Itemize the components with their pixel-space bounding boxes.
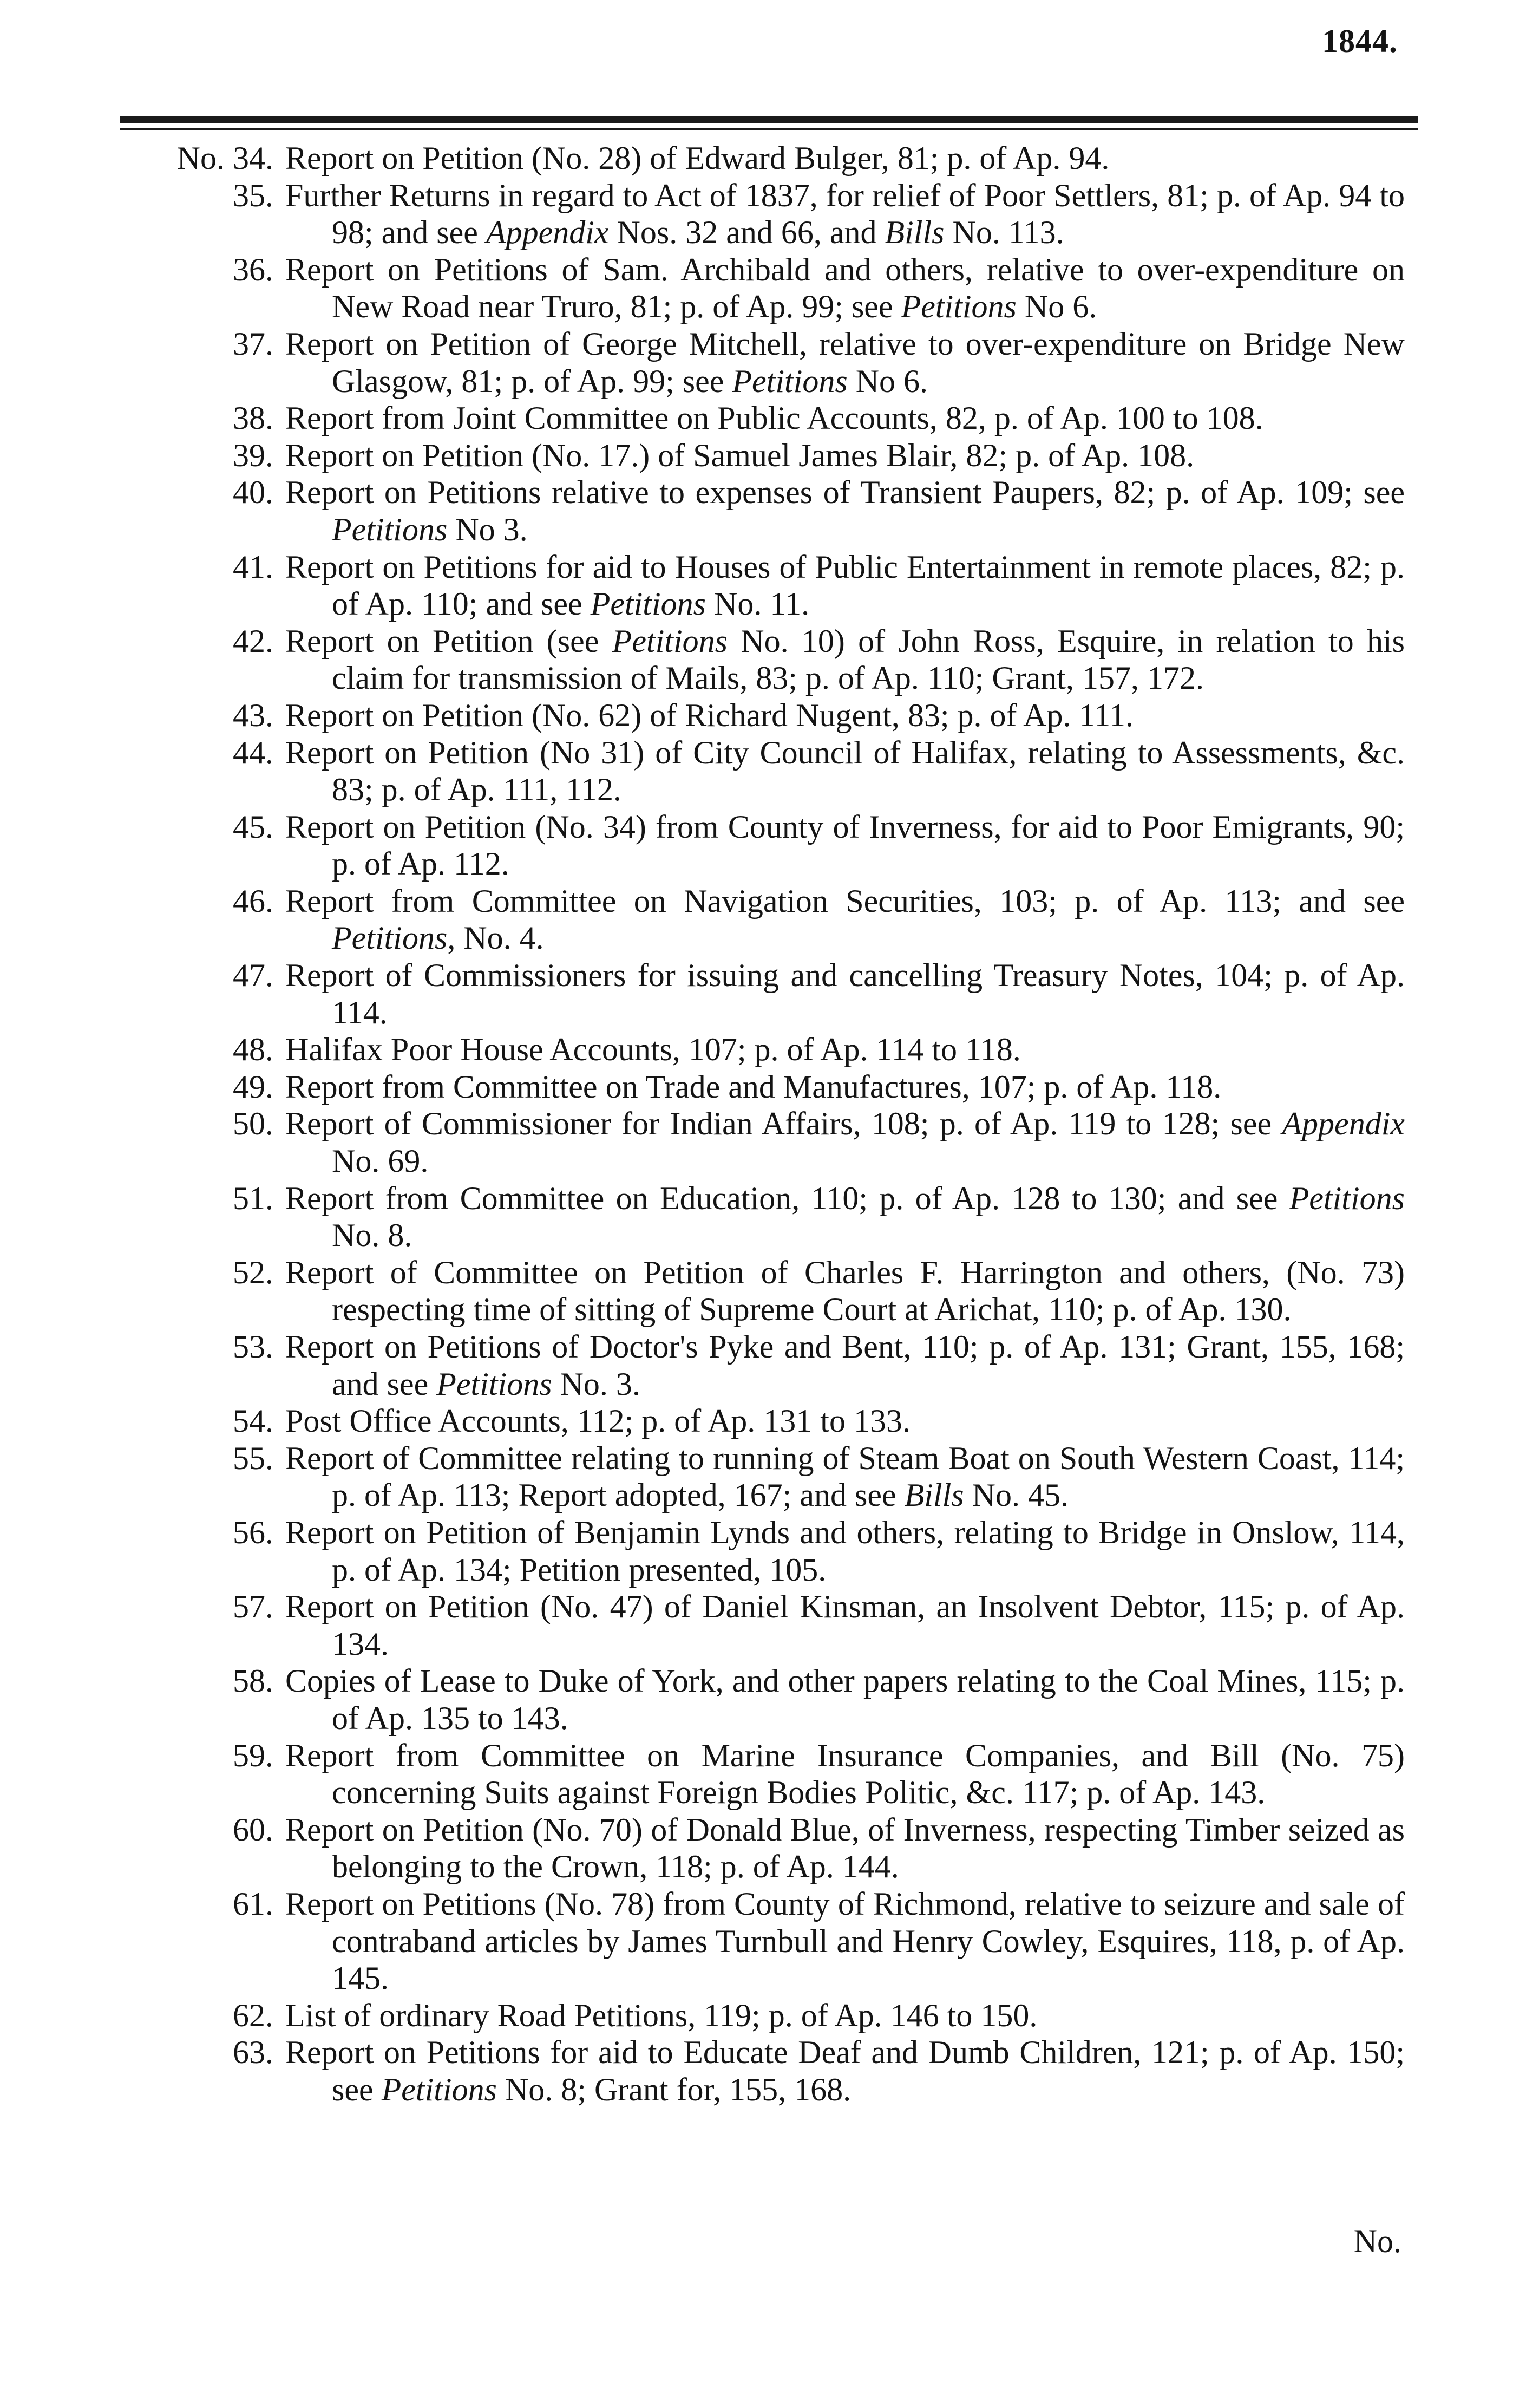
list-item [122, 325, 1405, 400]
entry-number: 58. [233, 1663, 273, 1699]
entry-text [285, 734, 1405, 808]
list-item [122, 1068, 1405, 1106]
list-item [122, 1105, 1405, 1179]
entry-text-italic: Petitions [590, 586, 706, 622]
list-item [122, 437, 1405, 474]
entry-number: 41. [233, 549, 273, 585]
list-item [122, 177, 1405, 251]
entry-text-segment: No. 8; Grant for, 155, 168. [496, 2071, 852, 2107]
entry-list [122, 140, 1405, 2108]
entry-text-segment: Halifax Poor House Accounts, 107; p. of Ap. 114 to 118. [285, 1032, 1021, 1068]
entry-text [285, 400, 1405, 437]
list-item [122, 1328, 1405, 1402]
entry-text-segment: Report on Petition (No. 28) of Edward Bulger, 81; p. of Ap. 94. [285, 140, 1110, 176]
entry-number: 37. [233, 325, 273, 362]
entry-number: 59. [233, 1737, 273, 1773]
list-item [122, 1031, 1405, 1068]
entry-text [285, 1254, 1405, 1328]
entry-text-segment: Report on Petition (No. 47) of Daniel Kinsman, an Insolvent Debtor, 115; p. of Ap. 134. [285, 1589, 1405, 1662]
entry-text [285, 1885, 1405, 1997]
entry-text [285, 1588, 1405, 1662]
entry-text-segment: Further Returns in regard to Act of 1837, for relief of Poor Settlers, 81; p. of Ap. 94 to 98; and see [285, 177, 1405, 251]
list-item [122, 1254, 1405, 1328]
entry-number: 36. [233, 251, 273, 288]
entry-text [285, 957, 1405, 1031]
entry-text-segment: Report on Petitions of Sam. Archibald and others, relative to over-expenditure on New Road near Truro, 81; p. of Ap. 99; see [285, 251, 1405, 325]
list-item [122, 1662, 1405, 1737]
entry-number: 56. [233, 1514, 273, 1550]
entry-text-segment: Report on Petitions for aid to Houses of Public Entertainment in remote places, 82; p. of Ap. 110; and see [285, 549, 1405, 622]
entry-text [285, 697, 1405, 734]
entry-text-segment: Report of Commissioners for issuing and cancelling Treasury Notes, 104; p. of Ap. 114. [285, 957, 1405, 1030]
list-item [122, 1402, 1405, 1440]
entry-text-segment: No. 45. [964, 1477, 1069, 1513]
list-item [122, 957, 1405, 1031]
entry-number: 48. [233, 1032, 273, 1068]
entry-text [285, 623, 1405, 697]
entry-text-segment: No 6. [847, 363, 928, 399]
entry-number: 60. [233, 1811, 273, 1848]
entry-number: 40. [233, 474, 273, 511]
entry-number: 39. [233, 437, 273, 473]
entry-number: 44. [233, 734, 273, 771]
entry-number: 61. [233, 1885, 273, 1922]
entry-number: 43. [233, 697, 273, 733]
list-item [122, 1440, 1405, 1514]
entry-text [285, 1328, 1405, 1402]
list-item [122, 623, 1405, 697]
entry-number: 55. [233, 1440, 273, 1476]
entry-text-italic: Appendix [1282, 1106, 1405, 1142]
entry-text-segment: Report on Petition (No 31) of City Council of Halifax, relating to Assessments, &c. 83; p. of Ap. 111, 112. [285, 734, 1405, 808]
entry-text-segment: Report on Petition of Benjamin Lynds and others, relating to Bridge in Onslow, 114, p. of Ap. 134; Petition presented, 105. [285, 1514, 1405, 1588]
entry-text [285, 1811, 1405, 1885]
list-item [122, 474, 1405, 548]
list-item [122, 400, 1405, 437]
list-item [122, 697, 1405, 734]
list-item [122, 1885, 1405, 1997]
entry-number: 38. [233, 400, 273, 436]
entry-text [285, 251, 1405, 325]
entry-number: 52. [233, 1254, 273, 1290]
entry-text-segment: No 6. [1016, 289, 1097, 325]
list-item [122, 734, 1405, 808]
entry-text [285, 1402, 1405, 1440]
entry-text-segment: Report from Committee on Navigation Securities, 103; p. of Ap. 113; and see [285, 883, 1405, 919]
entry-text-segment: No. 69. [332, 1143, 429, 1179]
entry-number: 50. [233, 1106, 273, 1142]
entry-number: 47. [233, 957, 273, 994]
list-item [122, 2034, 1405, 2108]
entry-text [285, 549, 1405, 623]
entry-text-italic: Petitions [732, 363, 848, 399]
entry-number: No. 34. [176, 140, 273, 176]
entry-text-segment: No. 8. [332, 1217, 412, 1254]
entry-text [285, 177, 1405, 251]
entry-text [285, 1180, 1405, 1254]
entry-text-italic: Petitions [436, 1366, 552, 1402]
list-item [122, 1180, 1405, 1254]
entry-text-italic: Petitions [332, 920, 448, 956]
entry-number: 63. [233, 2034, 273, 2071]
list-item [122, 1588, 1405, 1662]
entry-text-italic: Bills [885, 214, 945, 251]
entry-text [285, 1737, 1405, 1811]
entry-text [285, 325, 1405, 400]
entry-text [285, 808, 1405, 883]
entry-text-segment: No. 3. [552, 1366, 640, 1402]
entry-text-segment: Nos. 32 and 66, and [608, 214, 885, 251]
entry-text-italic: Petitions [381, 2071, 497, 2107]
entry-text-segment: Report on Petition (No. 62) of Richard Nugent, 83; p. of Ap. 111. [285, 697, 1134, 733]
entry-text-segment: Report on Petitions of Doctor's Pyke and Bent, 110; p. of Ap. 131; Grant, 155, 168; and see [285, 1329, 1405, 1402]
entry-text-italic: Petitions [612, 623, 728, 659]
entry-text-segment: No 3. [447, 511, 528, 547]
entry-text [285, 1997, 1405, 2034]
list-item [122, 1811, 1405, 1885]
entry-text-segment: Copies of Lease to Duke of York, and other papers relating to the Coal Mines, 115; p. of Ap. 135 to 143. [285, 1663, 1405, 1736]
entry-text [285, 140, 1405, 177]
entry-text-segment: Report from Joint Committee on Public Accounts, 82, p. of Ap. 100 to 108. [285, 400, 1263, 436]
entry-text-segment: List of ordinary Road Petitions, 119; p. of Ap. 146 to 150. [285, 1997, 1038, 2033]
entry-text-segment: No. 11. [706, 586, 810, 622]
entry-text-italic: Petitions [332, 511, 448, 547]
entry-text-segment: Report from Committee on Trade and Manufactures, 107; p. of Ap. 118. [285, 1068, 1222, 1105]
entry-text-italic: Petitions [901, 289, 1017, 325]
entry-text-segment: Report on Petitions for aid to Educate Deaf and Dumb Children, 121; p. of Ap. 150; see [285, 2034, 1405, 2107]
entry-text [285, 1440, 1405, 1514]
entry-number: 51. [233, 1180, 273, 1216]
entry-number: 62. [233, 1997, 273, 2033]
list-item [122, 883, 1405, 957]
entry-text [285, 1662, 1405, 1737]
catchword: No. [1353, 2223, 1401, 2259]
entry-text-segment: Report of Commissioner for Indian Affairs, 108; p. of Ap. 119 to 128; see [285, 1106, 1282, 1142]
entry-text-segment: Report from Committee on Education, 110; p. of Ap. 128 to 130; and see [285, 1180, 1289, 1216]
entry-text-segment: Post Office Accounts, 112; p. of Ap. 131 to 133. [285, 1403, 911, 1439]
entry-number: 42. [233, 623, 273, 659]
entry-text-segment: Report on Petition (see [285, 623, 612, 659]
entry-text-segment: Report on Petition (No. 34) from County of Inverness, for aid to Poor Emigrants, 90; p. of Ap. 112. [285, 808, 1405, 882]
entry-number: 57. [233, 1589, 273, 1625]
entry-text-segment: Report on Petition (No. 70) of Donald Blue, of Inverness, respecting Timber seized as belonging to the Crown, 118; p. of Ap. 144. [285, 1811, 1405, 1885]
entry-number: 53. [233, 1329, 273, 1365]
entry-text-segment: No. 10) of John Ross, Esquire, in relation to his claim for transmission of Mails, 83; p. of Ap. 110; Grant, 157, 172. [332, 623, 1405, 696]
entry-text [285, 1068, 1405, 1106]
entry-text [285, 2034, 1405, 2108]
entry-text-italic: Bills [904, 1477, 964, 1513]
header-rule-thick [120, 116, 1418, 123]
entry-text-segment: Report of Committee relating to running of Steam Boat on South Western Coast, 114; p. of Ap. 113; Report adopted, 167; and see [285, 1440, 1405, 1513]
list-item [122, 1997, 1405, 2034]
list-item [122, 1737, 1405, 1811]
entry-number: 54. [233, 1403, 273, 1439]
page-year: 1844. [1322, 23, 1398, 59]
entry-text-segment: , No. 4. [447, 920, 544, 956]
entry-number: 46. [233, 883, 273, 919]
entry-text-segment: Report on Petition of George Mitchell, relative to over-expenditure on Bridge New Glasgow, 81; p. of Ap. 99; see [285, 325, 1405, 399]
entry-text-italic: Appendix [486, 214, 609, 251]
entry-text [285, 1514, 1405, 1588]
entry-text [285, 437, 1405, 474]
list-item [122, 549, 1405, 623]
entry-text [285, 1105, 1405, 1179]
header-rule-thin [120, 128, 1418, 130]
entry-number: 49. [233, 1068, 273, 1105]
entry-text-segment: Report on Petitions relative to expenses of Transient Paupers, 82; p. of Ap. 109; see [285, 474, 1405, 511]
entry-text-segment: Report on Petition (No. 17.) of Samuel James Blair, 82; p. of Ap. 108. [285, 437, 1195, 473]
entry-text-segment: Report on Petitions (No. 78) from County of Richmond, relative to seizure and sale of contraband articles by James Turnbull and Henry Cowley, Esquires, 118, p. of Ap. 145. [285, 1885, 1405, 1996]
entry-text-segment: Report from Committee on Marine Insurance Companies, and Bill (No. 75) concerning Suits against Foreign Bodies Politic, &c. 117; p. of Ap. 143. [285, 1737, 1405, 1811]
entry-text [285, 474, 1405, 548]
entry-text [285, 883, 1405, 957]
entry-number: 45. [233, 808, 273, 845]
entry-number: 35. [233, 177, 273, 213]
entry-text-segment: Report of Committee on Petition of Charles F. Harrington and others, (No. 73) respecting time of sitting of Supreme Court at Arichat, 110; p. of Ap. 130. [285, 1254, 1405, 1328]
list-item [122, 808, 1405, 883]
entry-text-italic: Petitions [1289, 1180, 1405, 1216]
list-item [122, 140, 1405, 177]
list-item [122, 1514, 1405, 1588]
entry-text-segment: No. 113. [944, 214, 1064, 251]
entry-text [285, 1031, 1405, 1068]
list-item [122, 251, 1405, 325]
